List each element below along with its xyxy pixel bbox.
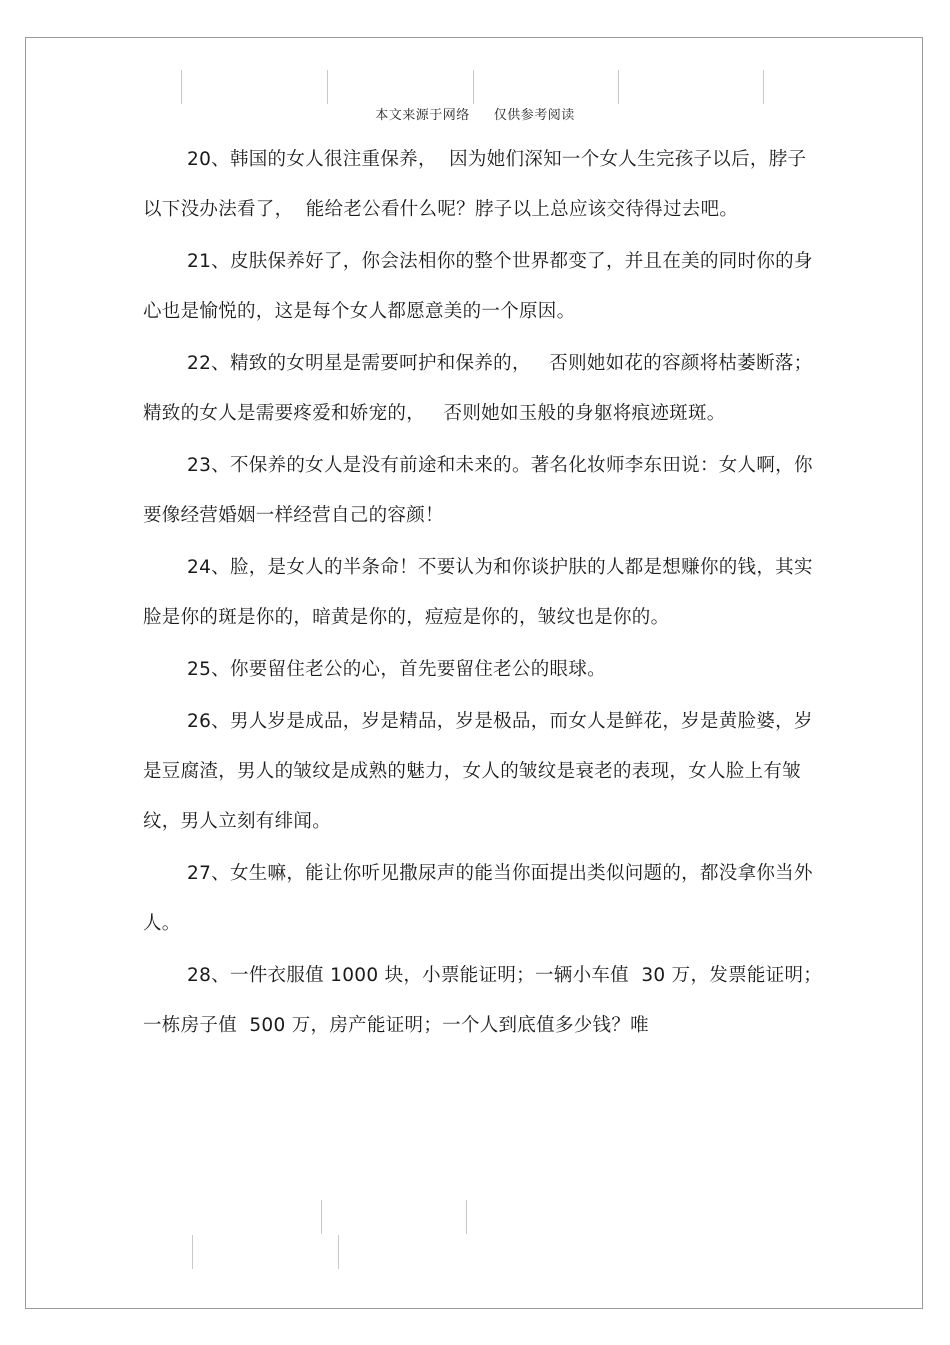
paragraph-24: 24、脸，是女人的半条命！不要认为和你谈护肤的人都是想赚你的钱，其实脸是你的斑是你的，暗黄是你的，痘痘是你的，皱纹也是你的。 bbox=[143, 557, 813, 628]
document-body bbox=[143, 135, 823, 1053]
reference-note: 仅供参考阅读 bbox=[493, 108, 575, 123]
top-divider-mark bbox=[618, 70, 619, 104]
page-header-note bbox=[0, 104, 950, 123]
top-divider-mark bbox=[763, 70, 764, 104]
paragraph-23: 23、不保养的女人是没有前途和未来的。著名化妆师李东田说：女人啊，你要像经营婚姻一样经营自己的容颜！ bbox=[143, 455, 813, 526]
paragraph-28: 28、一件衣服值 1000 块，小票能证明；一辆小车值 30 万，发票能证明；一栋房子值 500 万，房产能证明；一个人到底值多少钱？唯 bbox=[143, 965, 823, 1036]
bottom-divider-mark bbox=[466, 1200, 467, 1234]
paragraph-21: 21、皮肤保养好了，你会法相你的整个世界都变了，并且在美的同时你的身心也是愉悦的，这是每个女人都愿意美的一个原因。 bbox=[143, 251, 813, 322]
top-divider-mark bbox=[181, 70, 182, 104]
source-note: 本文来源于网络 bbox=[375, 108, 470, 123]
paragraph-27: 27、女生嘛，能让你听见撒尿声的能当你面提出类似问题的，都没拿你当外人。 bbox=[143, 863, 813, 934]
bottom-divider-mark bbox=[321, 1200, 322, 1234]
paragraph-22: 22、精致的女明星是需要呵护和保养的， 否则她如花的容颜将枯萎断落；精致的女人是需要疼爱和娇宠的， 否则她如玉般的身躯将痕迹斑斑。 bbox=[143, 353, 813, 424]
paragraph-25: 25、你要留住老公的心，首先要留住老公的眼球。 bbox=[187, 659, 606, 680]
top-divider-mark bbox=[327, 70, 328, 104]
bottom-divider-mark bbox=[338, 1235, 339, 1269]
paragraph-26: 26、男人岁是成品，岁是精品，岁是极品，而女人是鲜花，岁是黄脸婆，岁是豆腐渣，男人的皱纹是成熟的魅力，女人的皱纹是衰老的表现，女人脸上有皱纹，男人立刻有绯闻。 bbox=[143, 711, 813, 832]
paragraph-20: 20、韩国的女人很注重保养， 因为她们深知一个女人生完孩子以后，脖子以下没办法看了， 能给老公看什么呢？脖子以上总应该交待得过去吧。 bbox=[143, 149, 807, 220]
bottom-divider-mark bbox=[192, 1235, 193, 1269]
top-divider-mark bbox=[473, 70, 474, 104]
